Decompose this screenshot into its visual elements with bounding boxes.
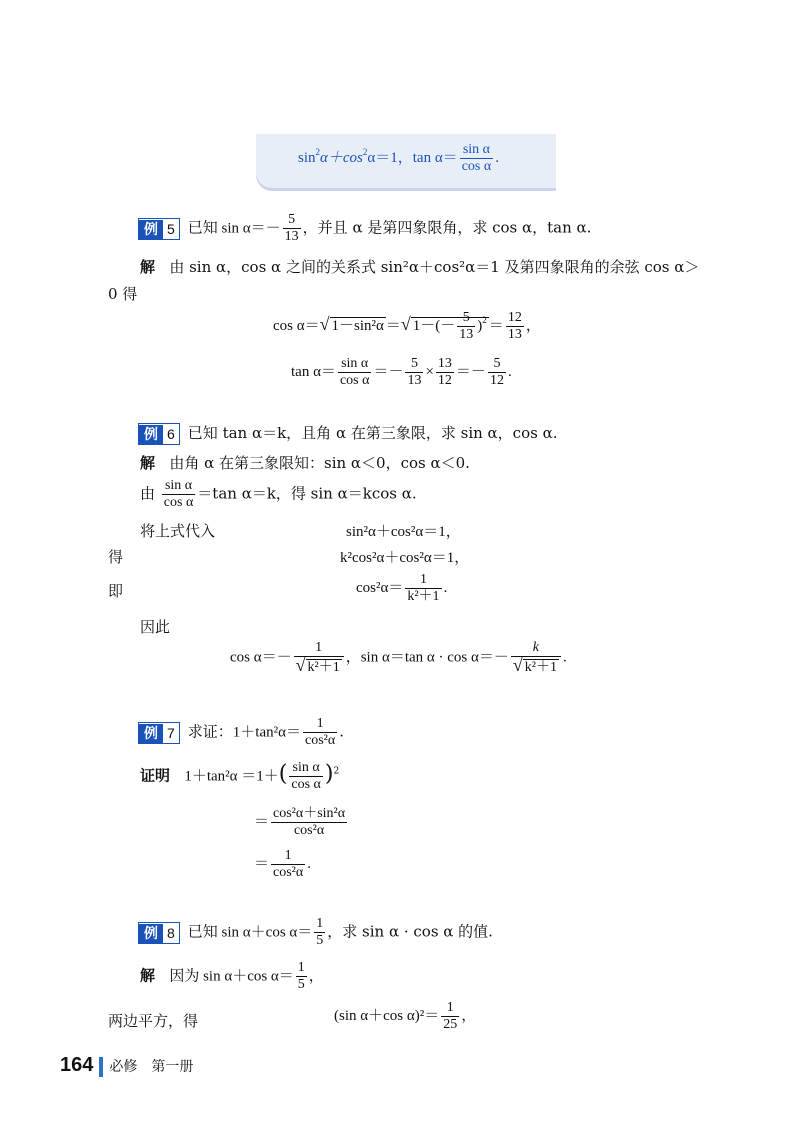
example-5-question: 例 5 已知 sin α＝－ $\frac{5}{13}$ ，并且 α 是第四象限角，求 cos α，tan α. bbox=[138, 212, 591, 245]
footer-divider bbox=[99, 1057, 103, 1077]
page-number: 164 bbox=[60, 1054, 94, 1076]
example-8-question: 例 8 已知 sin α＋cos α＝ $\frac{1}{5}$ ，求 sin α · cos α 的值. bbox=[138, 916, 493, 949]
example-6-solution-line2: 由 $\frac{\text{sin α}}{\text{cos α}}$ ＝tan α＝k，得 sin α＝kcos α. bbox=[140, 478, 417, 510]
squared-equation: (sin α＋cos α)²＝ $\frac{1}{25}$ ， bbox=[334, 1000, 477, 1032]
example-5-tan-equation: tan α＝ $\frac{\text{sin α}}{\text{cos α}}$ ＝－ $\frac{5}{13}$ × $\frac{13}{12}$ ＝－ $\frac{5}{12}$ . bbox=[291, 356, 512, 388]
example-6-solution-line1: 解 由角 α 在第三象限知：sin α＜0，cos α＜0. bbox=[140, 454, 470, 472]
identity-formula: $\sin^2\alpha+\cos^2\alpha=1$，tan α＝ $\frac{\text{sin α}}{\text{cos α}}$ . bbox=[298, 142, 499, 174]
fraction: $\frac{5}{13}$ bbox=[284, 212, 299, 244]
de-label: 得 bbox=[108, 548, 124, 566]
example-7-question: 例 7 求证：1＋tan²α＝ $\frac{1}{\text{cos²α}}$ . bbox=[138, 716, 344, 749]
proof-line-3: ＝ $\frac{1}{\text{cos²α}}$ . bbox=[254, 848, 311, 880]
therefore-label: 因此 bbox=[140, 618, 171, 636]
proof-line-2: ＝ $\frac{\text{cos²α＋sin²α}}{\text{cos²α}}$ bbox=[254, 806, 346, 838]
example-5-badge: 例 5 bbox=[138, 218, 180, 240]
example-5-solution-line1: 解 由 sin α，cos α 之间的关系式 sin²α＋cos²α＝1 及第四象限角的余弦 cos α＞ bbox=[140, 258, 700, 276]
example-5-cos-equation: cos α＝√ 1－sin²α ＝√ 1－(－ $\frac{5}{13}$ )$^2$ ＝ $\frac{12}{13}$ ， bbox=[273, 310, 541, 342]
square-both-sides-label: 两边平方，得 bbox=[108, 1012, 199, 1030]
proof-line-1: 证明 1＋tan²α ＝1＋( $\frac{\text{sin α}}{\text{cos α}}$ )$^2$ bbox=[140, 760, 340, 792]
book-title: 必修 第一册 bbox=[109, 1059, 194, 1075]
page-footer bbox=[60, 1054, 193, 1077]
example-6-badge: 例 6 bbox=[138, 423, 180, 445]
example-8-badge: 例 8 bbox=[138, 922, 180, 944]
identity-formula-box bbox=[256, 134, 556, 188]
example-8-solution-line1: 解 因为 sin α＋cos α＝ $\frac{1}{5}$ ， bbox=[140, 960, 324, 992]
identity-equation: sin²α＋cos²α＝1， bbox=[346, 524, 461, 540]
cos-squared-equation: cos²α＝ $\frac{1}{\text{k²＋1}}$ . bbox=[356, 572, 448, 604]
substituted-equation: k²cos²α＋cos²α＝1， bbox=[340, 550, 470, 566]
substitute-label: 将上式代入 bbox=[140, 522, 216, 540]
fraction: $\frac{\text{sin α}}{\text{cos α}}$ bbox=[461, 142, 492, 174]
example-7-badge: 例 7 bbox=[138, 722, 180, 744]
example-5-solution-line2: 0 得 bbox=[108, 285, 138, 303]
ji-label: 即 bbox=[108, 582, 124, 600]
example-6-final-equation: cos α＝－ $\frac{1}{\text{√ k²＋1}}$ ，sin α＝tan α · cos α＝－ $\frac{k}{\text{√ k²＋1}}$ . bbox=[230, 640, 567, 675]
example-6-question: 例 6 已知 tan α＝k，且角 α 在第三象限，求 sin α，cos α. bbox=[138, 422, 557, 445]
